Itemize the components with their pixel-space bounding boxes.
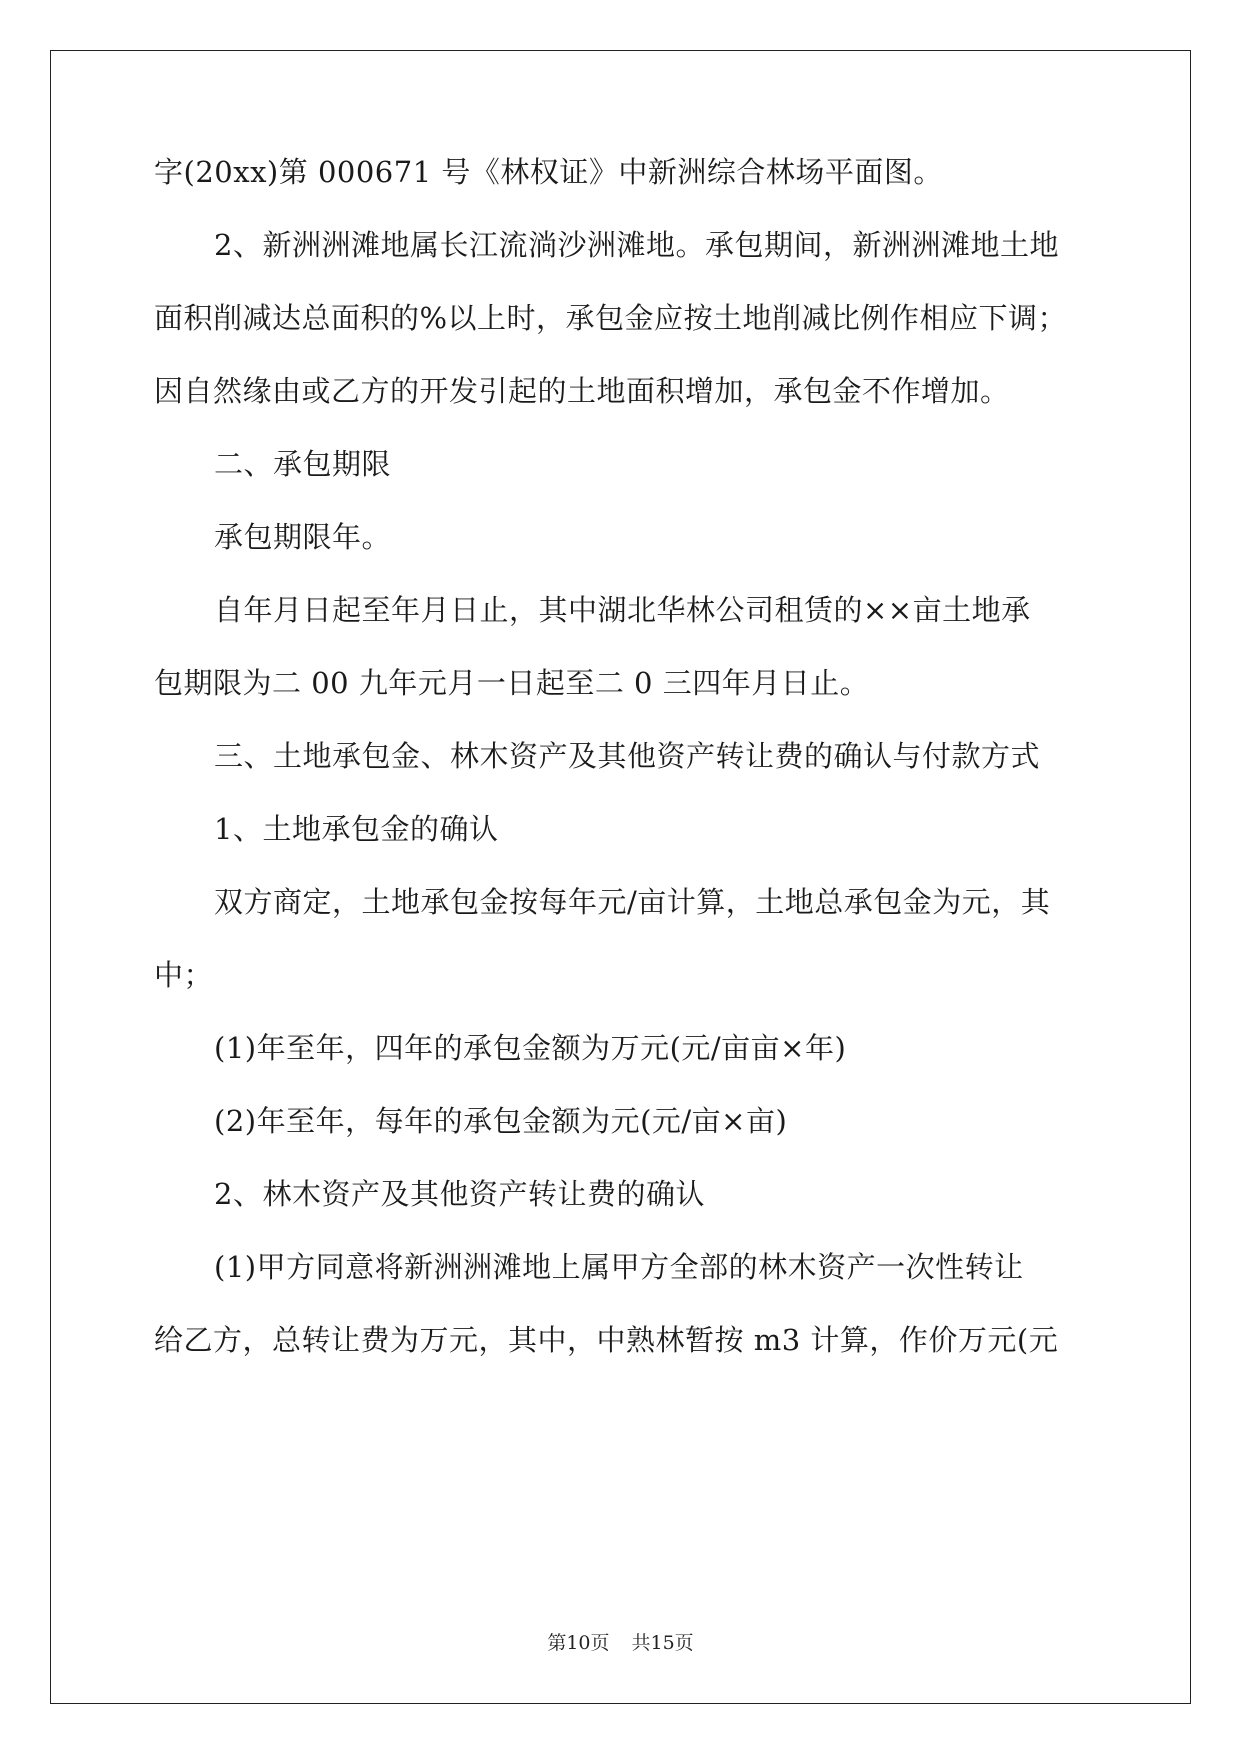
body-text-line: (1)年至年，四年的承包金额为万元(元/亩亩×年) — [214, 1031, 847, 1065]
page-number-total: 共15页 — [631, 1632, 694, 1654]
body-text-line: 承包期限年。 — [214, 520, 392, 554]
page-footer — [0, 1628, 1241, 1655]
body-text-line: 双方商定，土地承包金按每年元/亩计算，土地总承包金为元，其 — [214, 885, 1051, 919]
body-text-line: 因自然缘由或乙方的开发引起的土地面积增加，承包金不作增加。 — [154, 374, 1010, 408]
subsection-heading: 2、林木资产及其他资产转让费的确认 — [214, 1177, 705, 1211]
body-text-line: 中； — [154, 958, 214, 992]
body-text-line: 给乙方，总转让费为万元，其中，中熟林暂按 m3 计算，作价万元(元 — [154, 1323, 1059, 1357]
body-text-line: 面积削减达总面积的%以上时，承包金应按土地削减比例作相应下调； — [154, 301, 1068, 335]
body-text-line: 自年月日起至年月日止，其中湖北华林公司租赁的××亩土地承 — [214, 593, 1031, 627]
subsection-heading: 1、土地承包金的确认 — [214, 812, 499, 846]
body-text-line: 字(20xx)第 000671 号《林权证》中新洲综合林场平面图。 — [154, 155, 943, 189]
body-text-line: 包期限为二 00 九年元月一日起至二 0 三四年月日止。 — [154, 666, 870, 700]
section-heading: 三、土地承包金、林木资产及其他资产转让费的确认与付款方式 — [214, 739, 1041, 773]
body-text-line: (1)甲方同意将新洲洲滩地上属甲方全部的林木资产一次性转让 — [214, 1250, 1024, 1284]
body-text-line: (2)年至年，每年的承包金额为元(元/亩×亩) — [214, 1104, 788, 1138]
body-text-line: 2、新洲洲滩地属长江流淌沙洲滩地。承包期间，新洲洲滩地土地 — [214, 228, 1059, 262]
section-heading: 二、承包期限 — [214, 447, 392, 481]
page-number-current: 第10页 — [547, 1632, 610, 1654]
